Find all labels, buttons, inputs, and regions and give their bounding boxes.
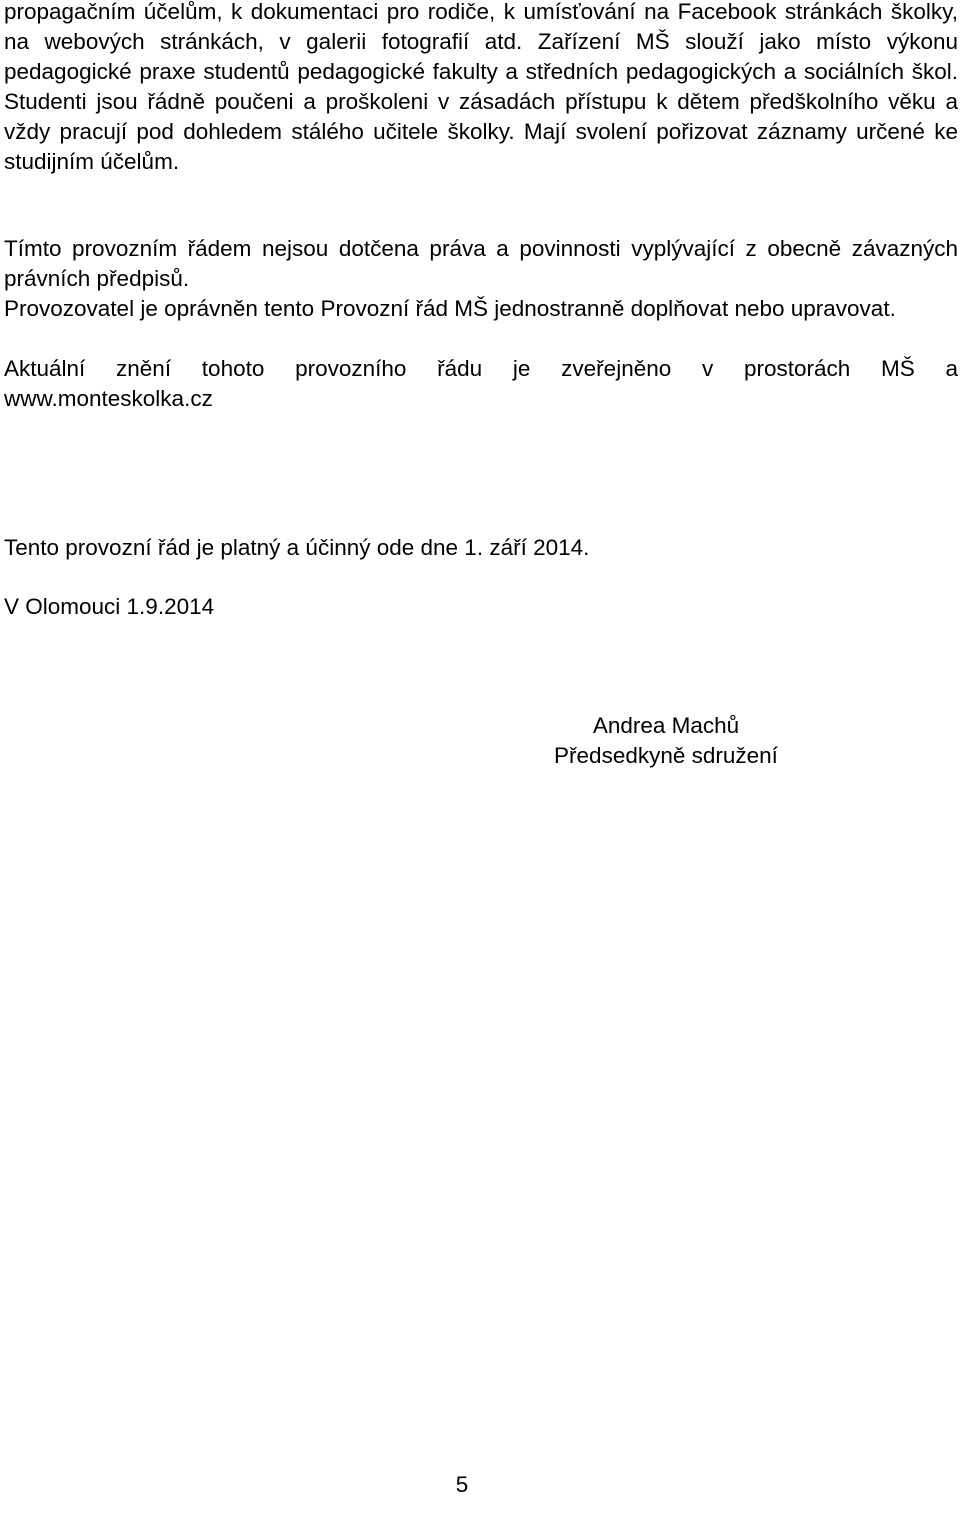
- paragraph-photo-and-practice: propagačním účelům, k dokumentaci pro rodiče, k umísťování na Facebook stránkách školky, na webových stránkách, v galerii fotografií atd. Zařízení MŠ slouží jako místo výkonu pedagogické praxe studentů pedagogické fakulty a středních pedagogických a sociálních škol. Studenti jsou řádně poučeni a proškoleni v zásadách přístupu k dětem předškolního věku a vždy pracují pod dohledem stálého učitele školky. Mají svolení pořizovat záznamy určené ke studijním účelům.: [4, 0, 958, 174]
- signer-role: Předsedkyně sdružení: [554, 743, 778, 768]
- signature-block: [520, 711, 812, 771]
- paragraph-legal-rights: Tímto provozním řádem nejsou dotčena práva a povinnosti vyplývající z obecně závazných právních předpisů.: [4, 236, 958, 291]
- paragraph-operator-rights: Provozovatel je oprávněn tento Provozní řád MŠ jednostranně doplňovat nebo upravovat.: [4, 296, 896, 321]
- validity-statement: Tento provozní řád je platný a účinný ode dne 1. září 2014.: [4, 535, 590, 560]
- website-url: www.monteskolka.cz: [4, 386, 213, 411]
- page-number: 5: [455, 1472, 469, 1497]
- place-and-date: V Olomouci 1.9.2014: [4, 594, 215, 619]
- signer-name: Andrea Machů: [592, 713, 740, 738]
- paragraph-publication-location: Aktuální znění tohoto provozního řádu je zveřejněno v prostorách MŠ a: [4, 356, 958, 381]
